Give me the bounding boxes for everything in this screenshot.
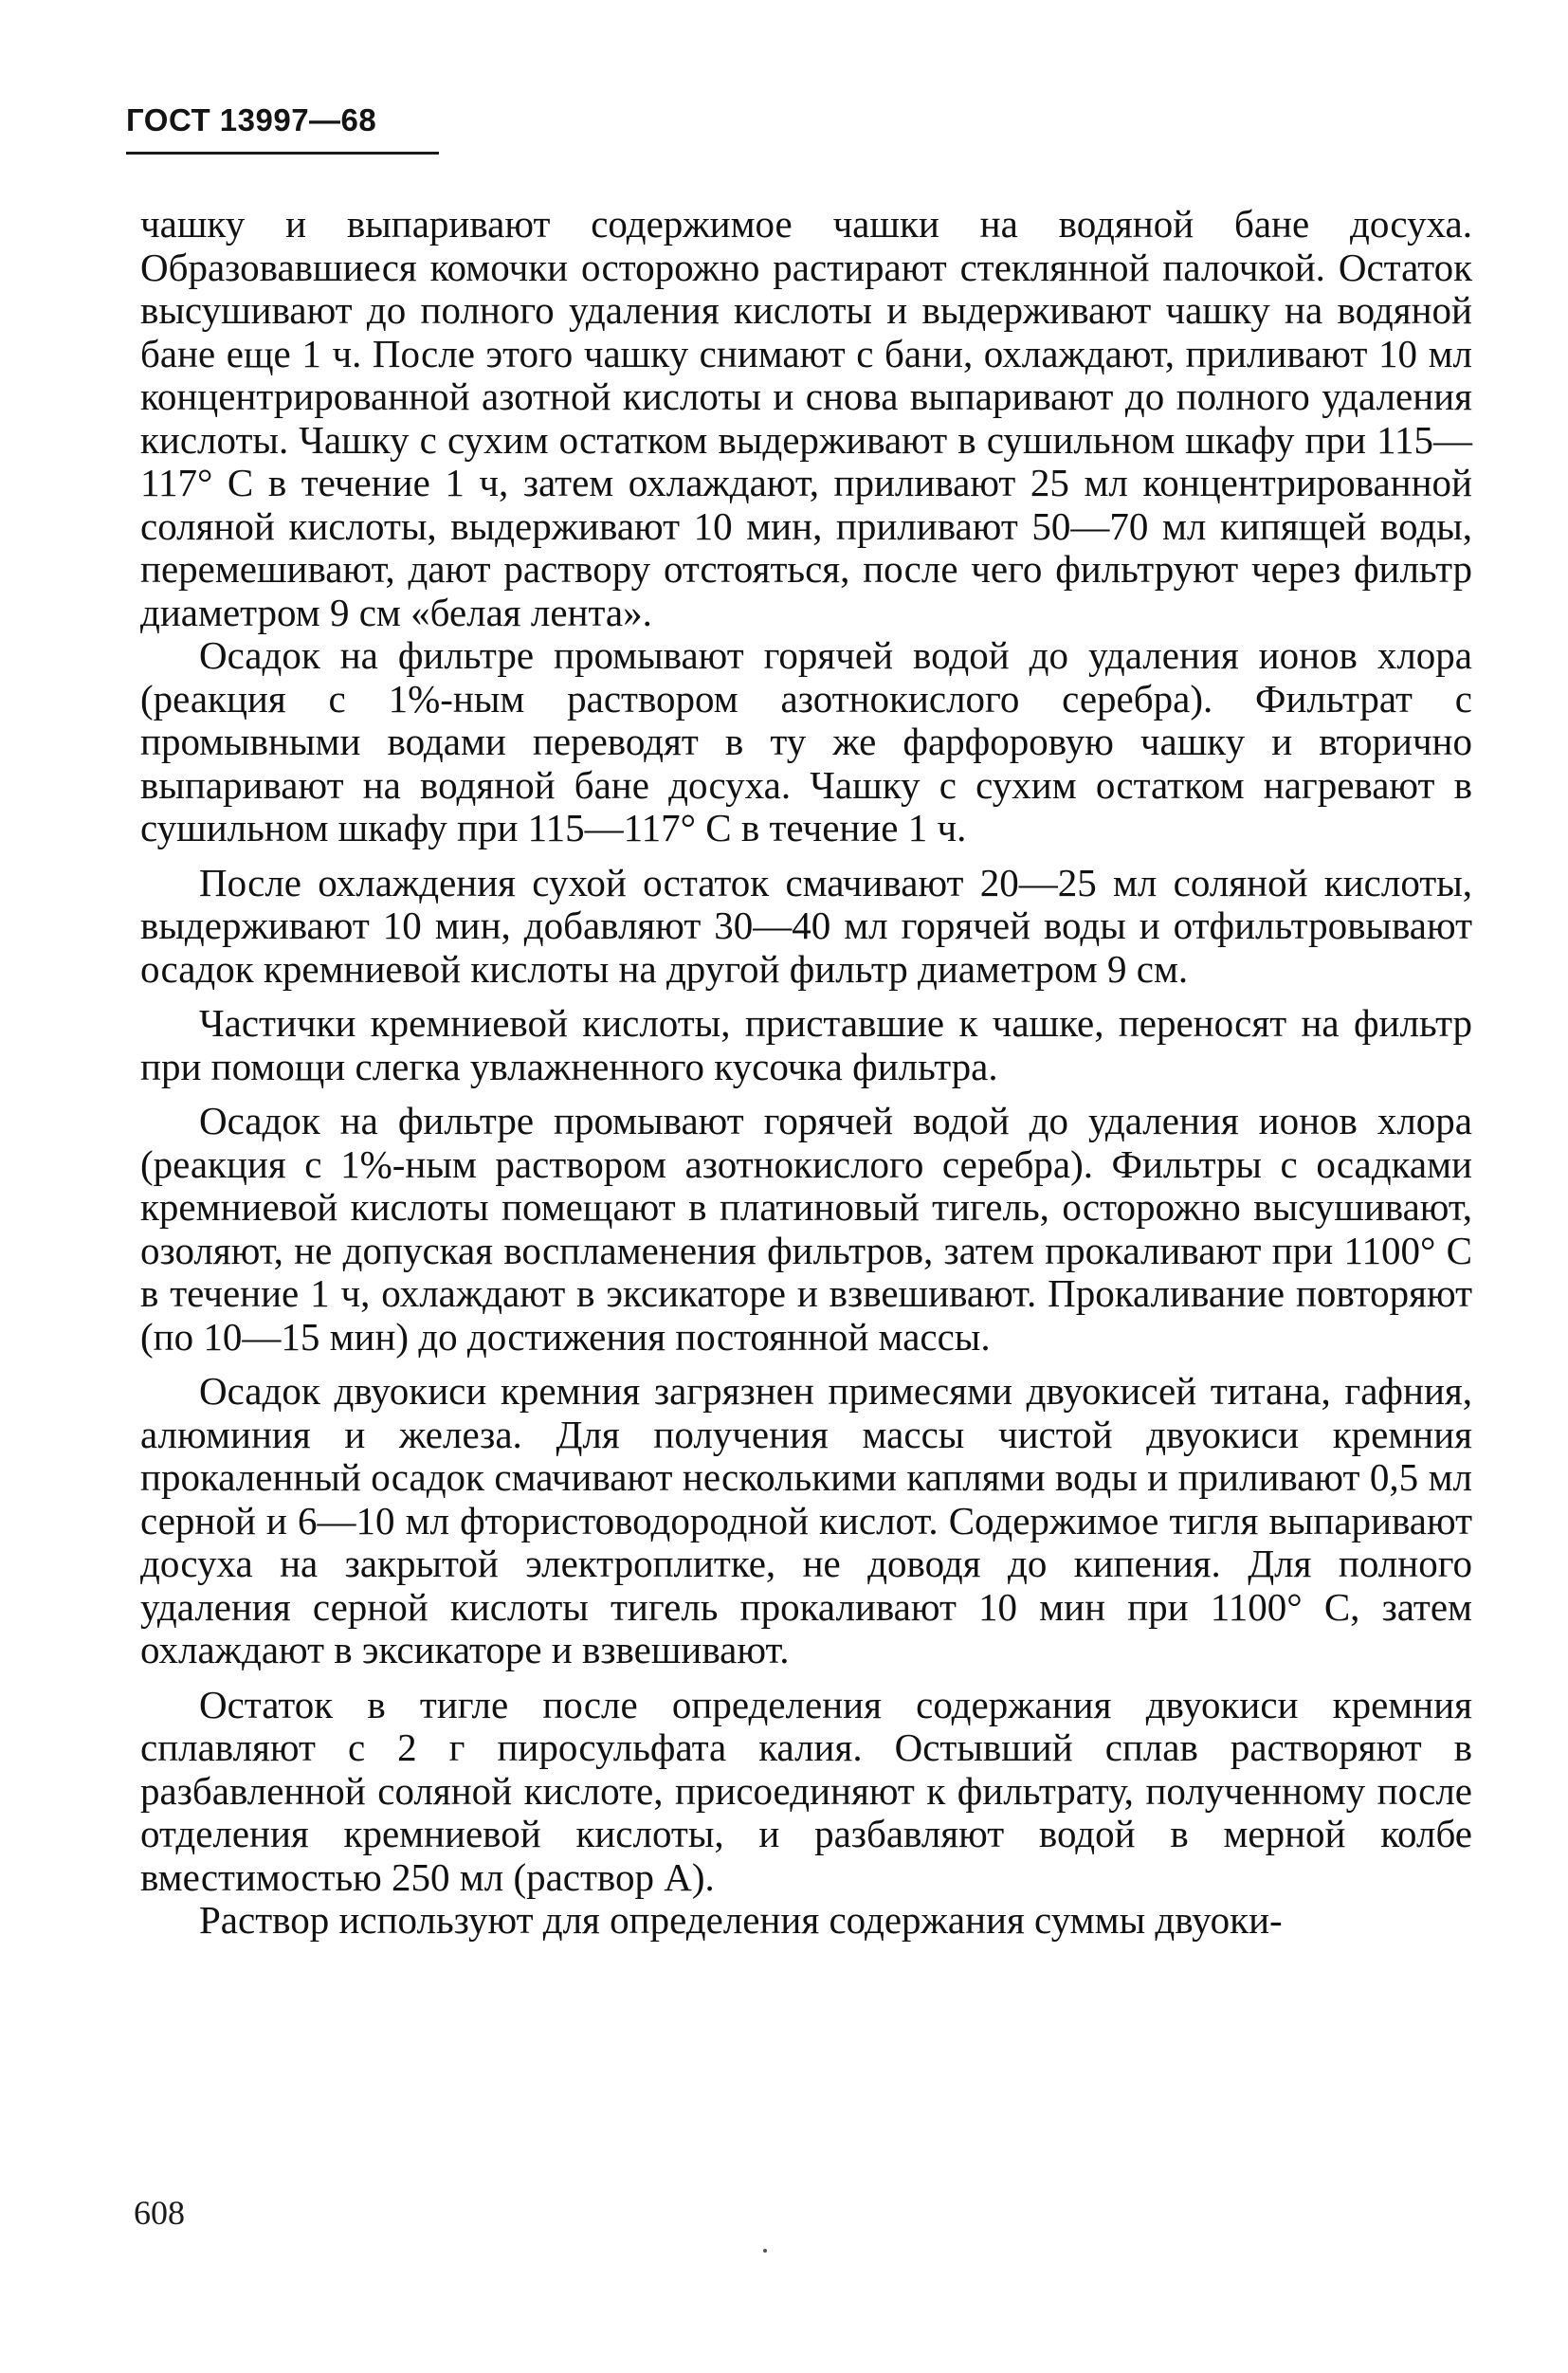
body-text (140, 203, 1472, 1943)
standard-header: ГОСТ 13997—68 (126, 102, 377, 137)
scan-speck (763, 2249, 767, 2253)
paragraph-6: Осадок двуокиси кремния загрязнен примесями двуокисей титана, гафния, алюминия и железа. Для получения массы чистой двуокиси кремния прокаленный осадок смачивают несколькими каплями воды и приливают 0,5 мл серной и 6—10 мл фтористоводородной кислот. Содержимое тигля выпаривают досуха на закрытой электроплитке, не доводя до кипения. Для полного удаления серной кислоты тигель прокаливают 10 мин при 1100° С, затем охлаждают в эксикаторе и взвешивают. (140, 1369, 1472, 1671)
paragraph-5: Осадок на фильтре промывают горячей водой до удаления ионов хлора (реакция с 1%-ным раствором азотнокислого серебра). Фильтры с осадками кремниевой кислоты помещают в платиновый тигель, осторожно высушивают, озоляют, не допуская воспламенения фильтров, затем прокаливают при 1100° С в течение 1 ч, охлаждают в эксикаторе и взвешивают. Прокаливание повторяют (по 10—15 мин) до достижения постоянной массы. (140, 1099, 1472, 1359)
paragraph-7: Остаток в тигле после определения содержания двуокиси кремния сплавляют с 2 г пиросульфата калия. Остывший сплав растворяют в разбавленной соляной кислоте, присоединяют к фильтрату, полученному после отделения кремниевой кислоты, и разбавляют водой в мерной колбе вместимостью 250 мл (раствор А). (140, 1682, 1472, 1899)
paragraph-8: Раствор используют для определения содержания суммы двуоки- (199, 1898, 1283, 1942)
paragraph-3: После охлаждения сухой остаток смачивают 20—25 мл соляной кислоты, выдерживают 10 мин, добавляют 30—40 мл горячей воды и отфильтровывают осадок кремниевой кислоты на другой фильтр диаметром 9 см. (140, 860, 1472, 991)
paragraph-2: Осадок на фильтре промывают горячей водой до удаления ионов хлора (реакция с 1%-ным раствором азотнокислого серебра). Фильтрат с промывными водами переводят в ту же фарфоровую чашку и вторично выпаривают на водяной бане досуха. Чашку с сухим остатком нагревают в сушильном шкафу при 115—117° С в течение 1 ч. (140, 633, 1472, 849)
paragraph-4: Частички кремниевой кислоты, приставшие к чашке, переносят на фильтр при помощи слегка увлажненного кусочка фильтра. (140, 1001, 1472, 1088)
paragraph-1: чашку и выпаривают содержимое чашки на водяной бане досуха. Образовавшиеся комочки осторожно растирают стеклянной палочкой. Остаток высушивают до полного удаления кислоты и выдерживают чашку на водяной бане еще 1 ч. После этого чашку снимают с бани, охлаждают, приливают 10 мл концентрированной азотной кислоты и снова выпаривают до полного удаления кислоты. Чашку с сухим остатком выдерживают в сушильном шкафу при 115—117° С в течение 1 ч, затем охлаждают, приливают 25 мл концентрированной соляной кислоты, выдерживают 10 мин, приливают 50—70 мл кипящей воды, перемешивают, дают раствору отстояться, после чего фильтруют через фильтр диаметром 9 см «белая лента». (140, 202, 1472, 634)
header-rule (126, 152, 439, 155)
page-number: 608 (134, 2194, 185, 2232)
